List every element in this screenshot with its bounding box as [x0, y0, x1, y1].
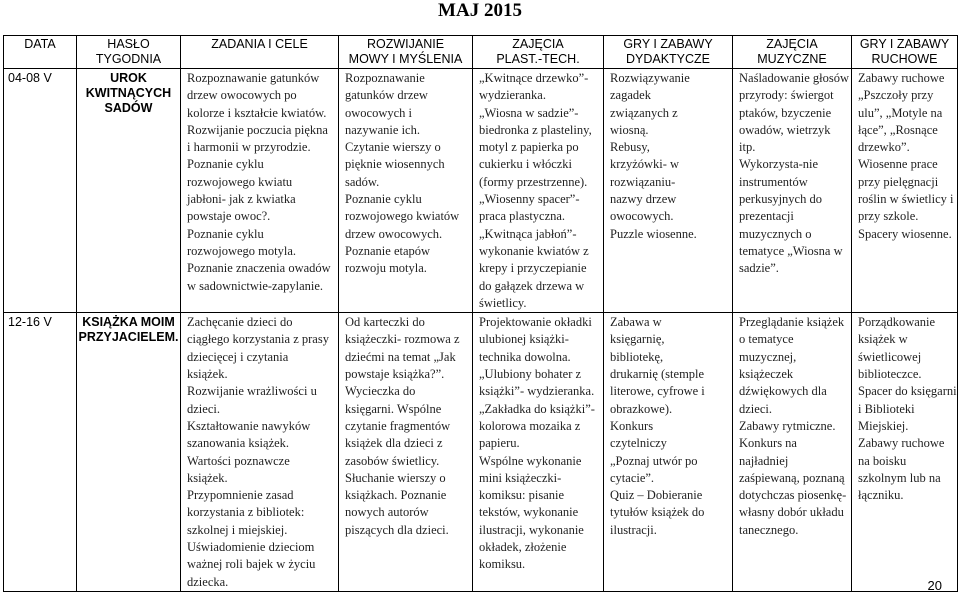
cell-line: biedronka z plasteliny, — [479, 122, 592, 137]
cell-line: tytułów książek do — [610, 505, 705, 520]
header-movement: GRY I ZABAWY RUCHOWE — [852, 36, 958, 69]
cell-line: „Ulubiony bohater z — [479, 367, 582, 382]
cell-games — [604, 69, 733, 313]
cell-line: dziecka. — [187, 574, 229, 589]
cell-line: związanych z — [610, 105, 678, 120]
cell-line: Rozwijanie poczucia piękna — [187, 122, 328, 137]
cell-line: (formy przestrzenne). — [479, 174, 588, 189]
cell-line: Czytanie wierszy o — [345, 140, 441, 155]
cell-line: zagadek — [610, 88, 651, 103]
cell-line: mini książeczki- — [479, 470, 562, 485]
cell-line: PRZYJACIELEM. — [78, 330, 179, 345]
cell-line: bibliotekę, — [610, 349, 664, 364]
cell-line: Projektowanie okładki — [479, 315, 592, 330]
cell-line: wykonanie kwiatów z — [479, 243, 589, 258]
cell-line: itp. — [739, 140, 756, 155]
cell-line: Poznanie etapów — [345, 243, 431, 258]
cell-line: książeczek — [739, 367, 794, 382]
cell-line: szanowania książek. — [187, 436, 290, 451]
cell-line: Wspólne wykonanie — [479, 453, 582, 468]
cell-line: rozwiązaniu- — [610, 174, 676, 189]
cell-line: przyrody: świergot — [739, 88, 834, 103]
cell-line: dziecięcej i czytania — [187, 349, 289, 364]
cell-line: zaśpiewaną, poznaną — [739, 470, 845, 485]
cell-line: technika dowolna. — [479, 349, 571, 364]
cell-line: korzystania z bibliotek: — [187, 505, 305, 520]
cell-line: „Wiosna w sadzie”- — [479, 105, 579, 120]
cell-line: Zabawy ruchowe — [858, 436, 945, 451]
cell-line: ulu”, „Motyle na — [858, 105, 943, 120]
cell-line: piszących dla dzieci. — [345, 522, 449, 537]
cell-line: pięknie wiosennych — [345, 157, 445, 172]
cell-line: Zabawa w — [610, 315, 662, 330]
cell-line: Uświadomienie dzieciom — [187, 540, 315, 555]
cell-line: kolorze i kształcie kwiatów. — [187, 105, 327, 120]
cell-line: Spacer do księgarni — [858, 384, 957, 399]
cell-line: i harmonii w przyrodzie. — [187, 140, 311, 155]
cell-movement — [852, 313, 958, 592]
cell-line: Rozpoznawanie gatunków — [187, 71, 320, 85]
cell-line: zasobów świetlicy. — [345, 453, 440, 468]
cell-line: na boisku — [858, 453, 907, 468]
cell-line: drzew owocowych po — [187, 88, 297, 103]
cell-line: drzewko”. — [858, 140, 910, 155]
cell-line: Poznanie cyklu — [187, 226, 264, 241]
cell-line: książek dla dzieci z — [345, 436, 443, 451]
cell-line: książki”- wydzieranka. — [479, 384, 595, 399]
cell-line: powstaje książka?”. — [345, 367, 445, 382]
cell-line: Słuchanie wierszy o — [345, 470, 446, 485]
cell-line: Kształtowanie nawyków — [187, 418, 311, 433]
cell-line: muzycznych o — [739, 226, 812, 241]
cell-line: do gałązek drzewa w — [479, 278, 585, 293]
cell-line: Wiosenne prace — [858, 157, 938, 172]
cell-line: własny dobór układu — [739, 505, 844, 520]
cell-line: Przeglądanie książek — [739, 315, 845, 330]
cell-line: Rozpoznawanie — [345, 71, 425, 85]
cell-line: łączniku. — [858, 488, 904, 503]
cell-line: rozwoju motyla. — [345, 261, 427, 276]
cell-line: czytanie fragmentów — [345, 418, 451, 433]
cell-line: „Zakładka do książki”- — [479, 401, 595, 416]
cell-line: SADÓW — [104, 101, 153, 115]
row-motto — [77, 69, 181, 313]
cell-speech — [339, 313, 473, 592]
cell-line: biblioteczce. — [858, 367, 922, 382]
cell-line: szkolnej i miejskiej. — [187, 522, 288, 537]
cell-line: Poznanie znaczenia owadów — [187, 261, 331, 276]
cell-line: owocowych. — [610, 209, 674, 224]
cell-line: perkusyjnych do — [739, 192, 822, 207]
cell-line: cytacie”. — [610, 470, 655, 485]
cell-line: dzieci. — [739, 401, 772, 416]
table-row — [4, 69, 958, 313]
cell-line: motyl z papierka po — [479, 140, 579, 155]
cell-line: ciągłego korzystania z prasy — [187, 332, 329, 347]
cell-speech — [339, 69, 473, 313]
cell-line: komiksu. — [479, 557, 526, 572]
cell-line: krepy i przyczepianie — [479, 261, 587, 276]
cell-line: Poznanie cyklu — [345, 192, 422, 207]
table-row — [4, 313, 958, 592]
cell-games — [604, 313, 733, 592]
cell-line: rozwojowego kwiatu — [187, 174, 293, 189]
cell-line: dźwiękowych dla — [739, 384, 827, 399]
cell-line: KWITNĄCYCH — [85, 86, 172, 100]
cell-line: cukierku i włóczki — [479, 157, 573, 172]
cell-line: Miejskiej. — [858, 418, 909, 433]
cell-line: dziećmi na temat „Jak — [345, 349, 456, 364]
cell-line: wydzieranka. — [479, 88, 546, 103]
cell-line: jabłoni- jak z kwiatka — [187, 192, 296, 207]
cell-line: owadów, wietrzyk — [739, 122, 831, 137]
cell-line: w sadownictwie-zapylanie. — [187, 278, 324, 293]
cell-line: Wartości poznawcze — [187, 453, 290, 468]
cell-line: Zabawy ruchowe — [858, 71, 945, 85]
cell-line: kolorowa mozaika z — [479, 418, 581, 433]
cell-tasks — [181, 313, 339, 592]
cell-art — [473, 313, 604, 592]
cell-line: muzycznej, — [739, 349, 797, 364]
cell-line: o tematyce — [739, 332, 794, 347]
cell-line: Naśladowanie głosów — [739, 71, 850, 85]
cell-line: książeczki- rozmowa z — [345, 332, 460, 347]
cell-line: tekstów, wykonanie — [479, 505, 579, 520]
header-games: GRY I ZABAWY DYDAKTYCZE — [604, 36, 733, 69]
cell-line: „Kwitnące drzewko”- — [479, 71, 589, 85]
page-title: MAJ 2015 — [438, 0, 522, 21]
cell-line: dotychczas piosenkę- — [739, 488, 847, 503]
cell-line: roślin w świetlicy i — [858, 192, 954, 207]
cell-line: Wycieczka do — [345, 384, 416, 399]
cell-line: obrazkowe). — [610, 401, 673, 416]
cell-line: nowych autorów — [345, 505, 429, 520]
cell-line: dzieci. — [187, 401, 220, 416]
cell-line: KSIĄŻKA MOIM — [82, 315, 175, 330]
cell-line: papieru. — [479, 436, 520, 451]
cell-line: nazwy drzew — [610, 192, 677, 207]
cell-line: rozwojowego kwiatów — [345, 209, 460, 224]
cell-line: księgarni. Wspólne — [345, 401, 442, 416]
cell-line: powstaje owoc?. — [187, 209, 271, 224]
cell-line: Poznanie cyklu — [187, 157, 264, 172]
cell-line: i Biblioteki — [858, 401, 915, 416]
cell-line: Zabawy rytmiczne. — [739, 418, 836, 433]
header-speech: ROZWIJANIE MOWY I MYŚLENIA — [339, 36, 473, 69]
cell-line: ulubionej książki- — [479, 332, 569, 347]
cell-line: UROK — [110, 71, 147, 85]
cell-line: Rebusy, — [610, 140, 650, 155]
cell-line: Zachęcanie dzieci do — [187, 315, 293, 330]
cell-line: ilustracji, wykonanie — [479, 522, 584, 537]
cell-line: instrumentów — [739, 174, 808, 189]
cell-line: szkolnym lub na — [858, 470, 941, 485]
row-date: 04-08 V — [4, 69, 77, 313]
cell-line: Rozwiązywanie — [610, 71, 690, 85]
cell-line: praca plastyczna. — [479, 209, 566, 224]
header-motto: HASŁO TYGODNIA — [77, 36, 181, 69]
cell-line: przy szkole. — [858, 209, 919, 224]
cell-line: „Poznaj utwór po — [610, 453, 698, 468]
row-date: 12-16 V — [4, 313, 77, 592]
cell-line: książek w — [858, 332, 908, 347]
cell-line: nazywanie ich. — [345, 122, 420, 137]
cell-line: Przypomnienie zasad — [187, 488, 294, 503]
cell-line: łące”, „Rosnące — [858, 122, 938, 137]
cell-line: Spacery wiosenne. — [858, 226, 952, 241]
cell-music — [733, 69, 852, 313]
activity-plan-table — [3, 35, 958, 592]
row-motto — [77, 313, 181, 592]
cell-line: rozwojowego motyla. — [187, 243, 297, 258]
cell-line: przy pielęgnacji — [858, 174, 939, 189]
cell-line: Puzzle wiosenne. — [610, 226, 697, 241]
cell-line: sadzie”. — [739, 261, 779, 276]
cell-music — [733, 313, 852, 592]
cell-line: najładniej — [739, 453, 789, 468]
cell-line: świetlicy. — [479, 295, 527, 310]
cell-line: okładek, złożenie — [479, 540, 567, 555]
cell-line: prezentacji — [739, 209, 794, 224]
cell-line: czytelniczy — [610, 436, 667, 451]
cell-line: wiosną. — [610, 122, 649, 137]
header-row — [4, 36, 958, 69]
cell-line: Rozwijanie wrażliwości u — [187, 384, 317, 399]
cell-art — [473, 69, 604, 313]
cell-line: „Kwitnąca jabłoń”- — [479, 226, 577, 241]
cell-line: książek. — [187, 470, 228, 485]
cell-line: owocowych i — [345, 105, 412, 120]
cell-line: ptaków, bzyczenie — [739, 105, 832, 120]
cell-movement — [852, 69, 958, 313]
header-music: ZAJĘCIA MUZYCZNE — [733, 36, 852, 69]
cell-line: drukarnię (stemple — [610, 367, 705, 382]
cell-tasks — [181, 69, 339, 313]
cell-line: Quiz – Dobieranie — [610, 488, 703, 503]
cell-line: ilustracji. — [610, 522, 657, 537]
cell-line: Konkurs — [610, 418, 654, 433]
cell-line: literowe, cyfrowe i — [610, 384, 705, 399]
cell-line: Konkurs na — [739, 436, 797, 451]
cell-line: Wykorzysta-nie — [739, 157, 819, 172]
cell-line: ważnej roli bajek w życiu — [187, 557, 316, 572]
header-tasks: ZADANIA I CELE — [181, 36, 339, 69]
cell-line: „Wiosenny spacer”- — [479, 192, 580, 207]
page-number: 20 — [927, 578, 942, 593]
cell-line: księgarnię, — [610, 332, 665, 347]
cell-line: książkach. Poznanie — [345, 488, 447, 503]
cell-line: „Pszczoły przy — [858, 88, 934, 103]
cell-line: krzyżówki- w — [610, 157, 680, 172]
cell-line: sadów. — [345, 174, 380, 189]
cell-line: tematyce „Wiosna w — [739, 243, 843, 258]
header-date: DATA — [4, 36, 77, 69]
cell-line: świetlicowej — [858, 349, 922, 364]
cell-line: Porządkowanie — [858, 315, 936, 330]
header-art: ZAJĘCIA PLAST.-TECH. — [473, 36, 604, 69]
cell-line: książek. — [187, 367, 228, 382]
cell-line: drzew owocowych. — [345, 226, 443, 241]
cell-line: komiksu: pisanie — [479, 488, 565, 503]
cell-line: gatunków drzew — [345, 88, 428, 103]
cell-line: tanecznego. — [739, 522, 799, 537]
cell-line: Od karteczki do — [345, 315, 425, 330]
